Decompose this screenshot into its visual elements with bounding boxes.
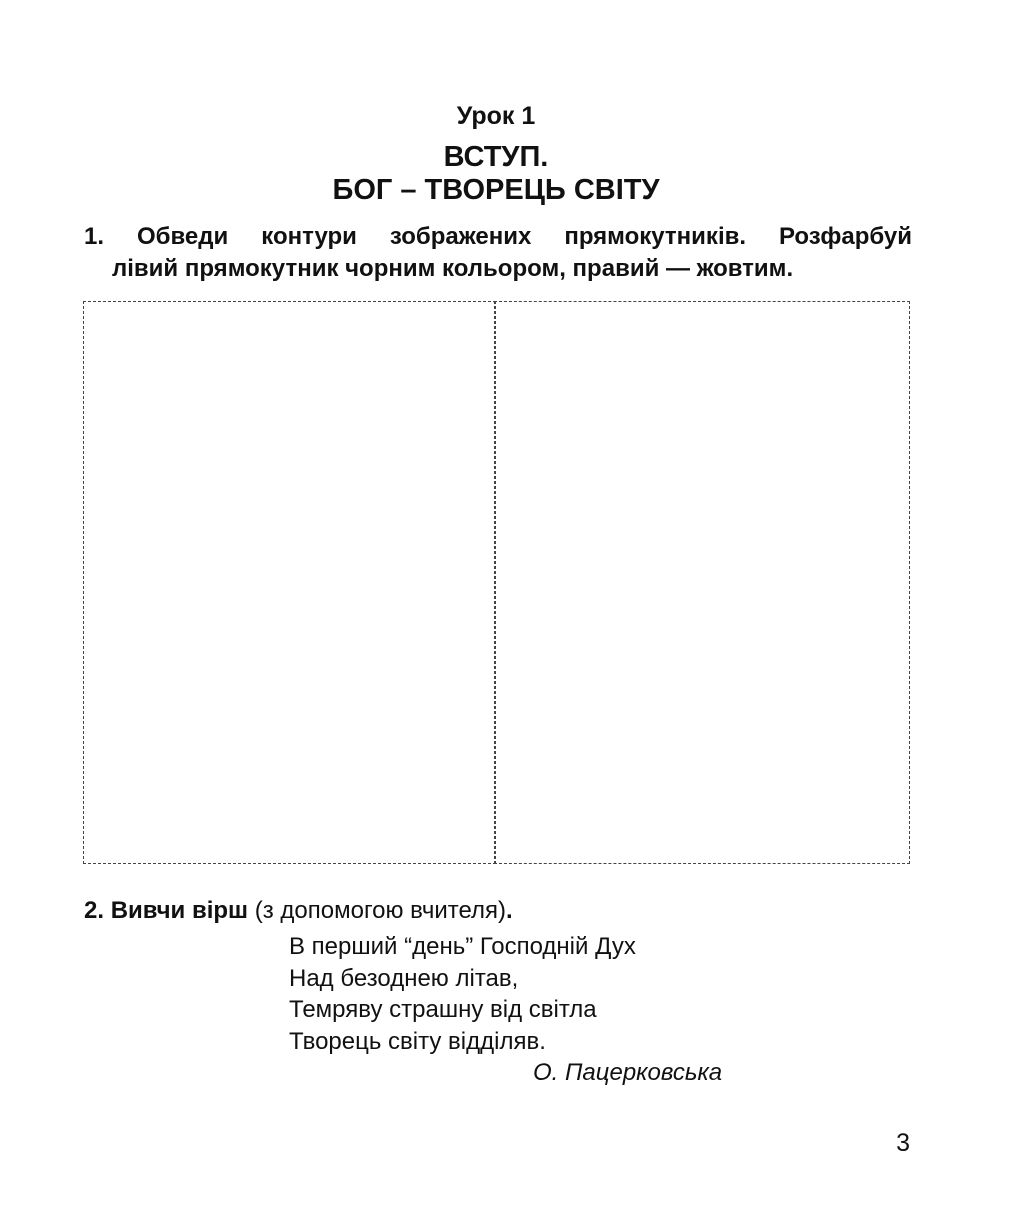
task-2-number: 2. <box>84 897 105 924</box>
lesson-title-line-2: БОГ – ТВОРЕЦЬ СВІТУ <box>332 174 660 206</box>
poem-line-1: В перший “день” Господній Дух <box>289 933 636 960</box>
left-rectangle-outline[interactable] <box>83 301 496 864</box>
task-2-bold-text: Вивчи вірш <box>110 897 249 924</box>
task-1-line-1: 1. Обведи контури зображених прямокутників. Розфарбуй <box>84 223 912 250</box>
task-1-line-2: лівий прямокутник чорним кольором, правий — жовтим. <box>112 255 794 282</box>
task-2-instruction <box>84 895 513 927</box>
task-2-end-punct: . <box>506 897 513 924</box>
lesson-title-line-1: ВСТУП. <box>443 141 549 173</box>
poem <box>289 931 636 1057</box>
right-rectangle-outline[interactable] <box>494 301 910 864</box>
poem-line-4: Творець світу відділяв. <box>289 1027 546 1055</box>
task-2-regular-text: (з допомогою вчителя) <box>254 897 507 924</box>
poem-line-2: Над безоднею літав, <box>289 964 519 992</box>
poem-author: О. Пацерковська <box>533 1059 723 1086</box>
lesson-number: Урок 1 <box>456 102 536 130</box>
page-number: 3 <box>896 1129 910 1157</box>
task-1-instruction <box>84 221 912 285</box>
poem-line-3: Темряву страшну від світла <box>289 996 597 1023</box>
